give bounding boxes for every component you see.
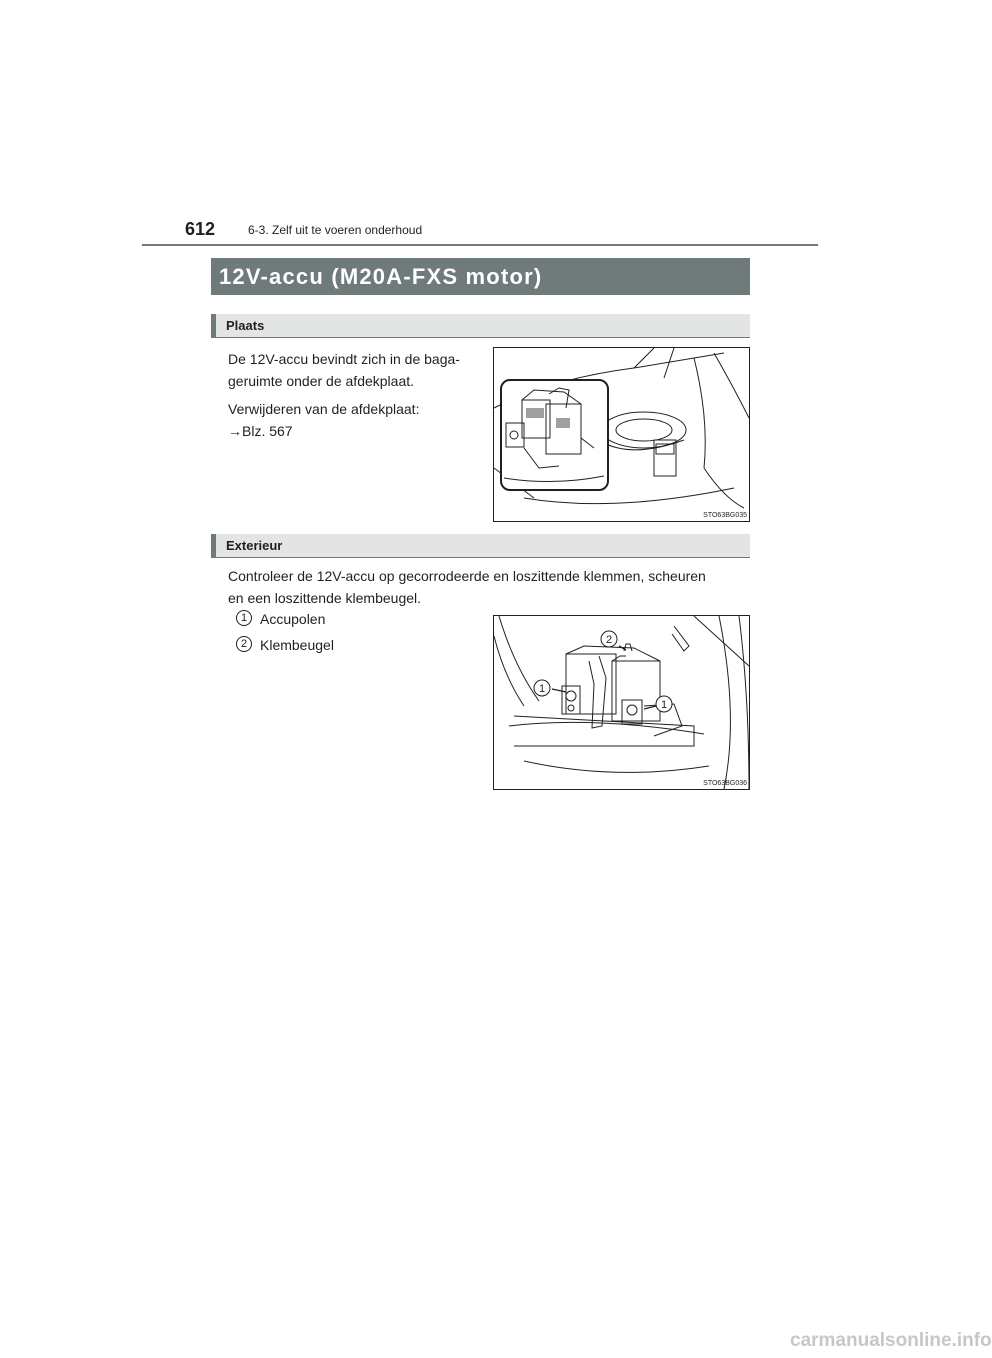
legend-label-klembeugel: Klembeugel <box>260 637 334 653</box>
exterieur-para-line1: Controleer de 12V-accu op gecorrodeerde en loszittende klemmen, scheuren <box>228 568 706 584</box>
legend-number-2: 2 <box>236 636 252 652</box>
plaats-para2-line1: Verwijderen van de afdekplaat: <box>228 401 420 417</box>
page-title: 12V-accu (M20A-FXS motor) <box>211 258 750 295</box>
callout-1-right: 1 <box>660 699 668 711</box>
figure-code: STO63BG035 <box>703 512 747 519</box>
section-title: 6-3. Zelf uit te voeren onderhoud <box>248 223 423 237</box>
exterieur-para-line2: en een loszittende klembeugel. <box>228 590 422 606</box>
watermark: carmanualsonline.info <box>790 1330 992 1351</box>
subheading-plaats: Plaats <box>211 314 750 338</box>
figure-battery-exterior <box>493 615 750 790</box>
legend-label-accupolen: Accupolen <box>260 611 326 627</box>
plaats-text <box>228 348 460 442</box>
plaats-para1-line2: geruimte onder de afdekplaat. <box>228 373 415 389</box>
battery-location-illustration <box>494 348 749 521</box>
exterieur-text <box>228 565 706 609</box>
figure-battery-location <box>493 347 750 522</box>
page-number: 612 <box>185 219 216 239</box>
battery-exterior-illustration <box>494 616 749 789</box>
figure-code: STO63BG036 <box>703 780 747 787</box>
legend-number-1: 1 <box>236 610 252 626</box>
header-divider <box>142 244 818 246</box>
plaats-para2-line2: →Blz. 567 <box>228 423 293 439</box>
callout-1-left: 1 <box>538 683 546 695</box>
plaats-para1-line1: De 12V-accu bevindt zich in de baga- <box>228 351 460 367</box>
callout-2: 2 <box>605 634 613 646</box>
subheading-exterieur: Exterieur <box>211 534 750 558</box>
